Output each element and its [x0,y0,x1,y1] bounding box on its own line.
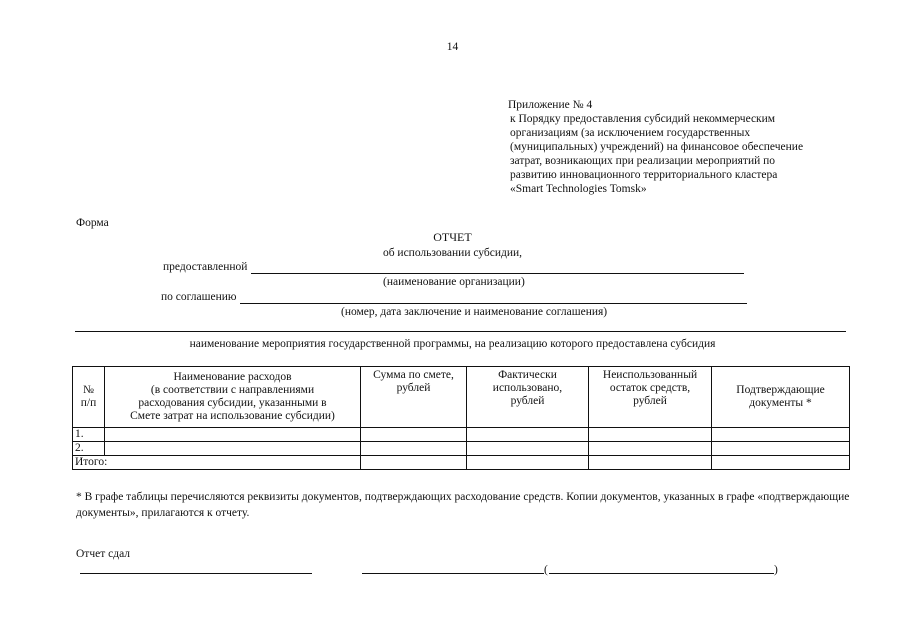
col-header-unused-balance [589,367,712,428]
row-number-cell: 2. [73,442,105,456]
col-header-supporting-docs [712,367,850,428]
total-label: Итого: [73,456,361,470]
header-line: Неиспользованный [602,369,698,381]
agreement-label: по соглашению [161,291,237,303]
appendix-line: затрат, возникающих при реализации мероприятий по [510,155,776,167]
col-header-budget-sum [361,367,467,428]
paren-open: ( [544,564,548,576]
report-handed-label: Отчет сдал [76,548,131,560]
table-cell[interactable] [712,428,850,442]
event-caption: наименование мероприятия государственной программы, на реализацию которого предоставлена субсидия [189,338,716,350]
col-header-expense-name [105,367,361,428]
report-title: ОТЧЕТ [433,230,472,244]
header-line: рублей [396,382,431,394]
header-line: остаток средств, [609,382,691,394]
table-cell[interactable] [105,442,361,456]
table-cell[interactable] [361,442,467,456]
table-header-row [73,367,850,428]
table-total-row [73,456,850,470]
header-line: (в соответствии с направлениями [150,384,315,396]
page-number: 14 [446,41,459,53]
table-row [73,428,850,442]
table-cell[interactable] [589,428,712,442]
organization-hint: (наименование организации) [383,276,525,288]
table-cell[interactable] [467,456,589,470]
appendix-block [508,98,853,196]
table-cell[interactable] [712,442,850,456]
header-line: расходования субсидии, указанными в [138,397,327,409]
footnote: * В графе таблицы перечисляются реквизиты документов, подтверждающих расходование средств. Копии документов, указанных в графе «подтверждающие документы», прилагаются к отчету. [76,491,850,519]
appendix-title: Приложение № 4 [508,99,593,111]
agreement-field[interactable] [240,291,747,304]
provided-row [163,260,763,274]
table-cell[interactable] [361,428,467,442]
table-cell[interactable] [105,428,361,442]
full-name-field[interactable] [549,563,774,574]
header-line: № [83,384,94,396]
header-line: Смете затрат на использование субсидии) [130,410,335,422]
header-line: использовано, [492,382,563,394]
position-field[interactable] [80,563,312,574]
table-cell[interactable] [589,442,712,456]
appendix-line: организациям (за исключением государственных [510,127,751,139]
header-line: рублей [633,395,667,407]
form-label: Форма [76,217,109,229]
provided-label: предоставленной [163,261,248,273]
header-line: Фактически [498,369,557,381]
table-cell[interactable] [467,428,589,442]
signature-field[interactable] [362,563,544,574]
appendix-line: (муниципальных) учреждений) на финансовое обеспечение [510,141,804,153]
table-row [73,442,850,456]
appendix-line: развитию инновационного территориального кластера [510,169,778,181]
header-line: п/п [80,397,97,409]
table-cell[interactable] [361,456,467,470]
event-name-field[interactable] [75,331,846,332]
report-table [72,366,850,470]
col-header-actual-used [467,367,589,428]
header-line: Сумма по смете, [373,369,454,381]
row-number-cell: 1. [73,428,105,442]
table-cell[interactable] [467,442,589,456]
report-subtitle: об использовании субсидии, [382,247,523,259]
agreement-row [161,290,763,304]
organization-name-field[interactable] [251,261,744,274]
table-cell[interactable] [712,456,850,470]
col-header-number [73,367,105,428]
header-line: Наименование расходов [173,371,292,383]
appendix-line: к Порядку предоставления субсидий некоммерческим [510,113,776,125]
paren-close: ) [774,564,778,576]
appendix-line: «Smart Technologies Tomsk» [510,183,647,195]
header-line: рублей [510,395,545,407]
table-cell[interactable] [589,456,712,470]
agreement-hint: (номер, дата заключение и наименование соглашения) [341,306,608,318]
header-line: документы * [749,397,812,409]
header-line: Подтверждающие [736,384,825,396]
